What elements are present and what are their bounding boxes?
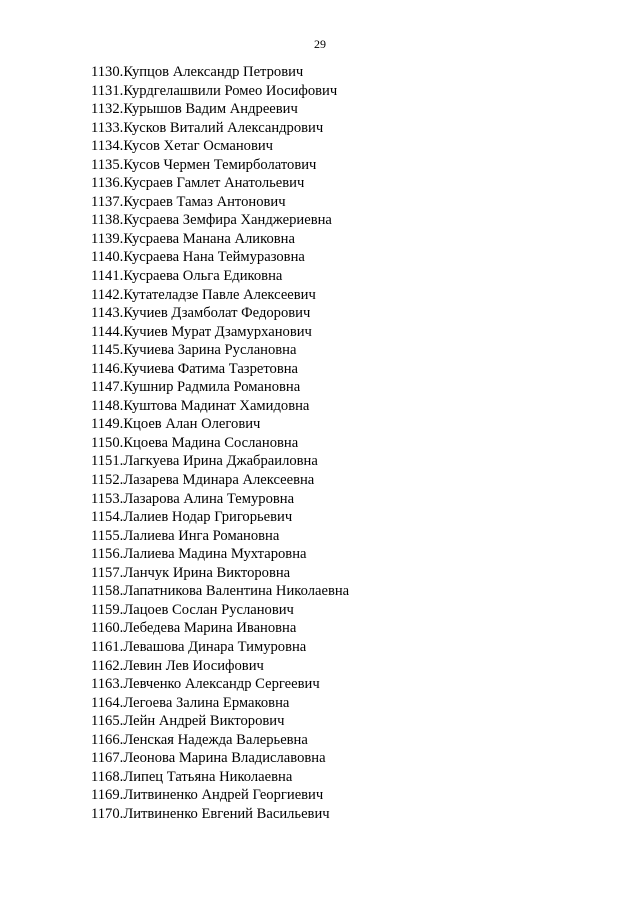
- list-item: [91, 119, 349, 138]
- list-item: [91, 248, 349, 267]
- entry-number: 1147 .: [91, 378, 123, 397]
- entry-name: Кусраев Тамаз Антонович: [123, 193, 286, 210]
- entry-number: 1145 .: [91, 341, 123, 360]
- entry-number: 1134 .: [91, 137, 123, 156]
- entry-number: 1137 .: [91, 193, 123, 212]
- list-item: [91, 768, 349, 787]
- entry-number: 1138 .: [91, 211, 123, 230]
- entry-number: 1156 .: [91, 545, 123, 564]
- list-item: [91, 731, 349, 750]
- entry-name: Куштова Мадинат Хамидовна: [123, 397, 310, 414]
- list-item: [91, 638, 349, 657]
- list-item: [91, 508, 349, 527]
- entry-name: Кучиева Зарина Руслановна: [123, 342, 297, 359]
- entry-name: Литвиненко Евгений Васильевич: [123, 805, 330, 822]
- page-number: 29: [314, 37, 326, 51]
- entry-name: Кушнир Радмила Романовна: [123, 379, 301, 396]
- list-item: [91, 397, 349, 416]
- list-item: [91, 267, 349, 286]
- list-item: [91, 304, 349, 323]
- entry-name: Ленская Надежда Валерьевна: [123, 731, 308, 748]
- list-item: [91, 323, 349, 342]
- entry-number: 1164 .: [91, 694, 123, 713]
- entry-number: 1163 .: [91, 675, 123, 694]
- entry-number: 1142 .: [91, 286, 123, 305]
- list-item: [91, 211, 349, 230]
- entry-number: 1151 .: [91, 452, 123, 471]
- entry-name: Кусраева Нана Теймуразовна: [123, 249, 305, 266]
- list-item: [91, 100, 349, 119]
- list-item: [91, 415, 349, 434]
- entry-name: Купцов Александр Петрович: [123, 64, 304, 80]
- entry-name: Литвиненко Андрей Георгиевич: [123, 787, 324, 804]
- entry-number: 1157 .: [91, 564, 123, 583]
- entry-number: 1153 .: [91, 490, 123, 509]
- entry-number: 1166 .: [91, 731, 123, 750]
- entry-name: Кусов Чермен Темирболатович: [123, 156, 317, 173]
- list-item: [91, 694, 349, 713]
- list-item: [91, 82, 349, 101]
- entry-name: Лапатникова Валентина Николаевна: [123, 583, 350, 600]
- entry-name: Кучиева Фатима Тазретовна: [123, 360, 299, 377]
- list-item: [91, 137, 349, 156]
- list-item: [91, 749, 349, 768]
- entry-number: 1160 .: [91, 619, 123, 638]
- name-list: [91, 63, 349, 823]
- list-item: [91, 786, 349, 805]
- entry-name: Кусраев Гамлет Анатольевич: [123, 175, 305, 192]
- list-item: [91, 341, 349, 360]
- entry-name: Левченко Александр Сергеевич: [123, 676, 320, 693]
- entry-name: Кутателадзе Павле Алексеевич: [123, 286, 316, 303]
- entry-name: Кусов Хетаг Османович: [123, 138, 274, 155]
- entry-name: Курдгелашвили Ромео Иосифович: [123, 82, 338, 99]
- entry-number: 1148 .: [91, 397, 123, 416]
- entry-number: 1168 .: [91, 768, 123, 787]
- list-item: [91, 63, 349, 82]
- list-item: [91, 174, 349, 193]
- entry-number: 1140 .: [91, 248, 123, 267]
- entry-name: Лазарова Алина Темуровна: [123, 490, 295, 507]
- list-item: [91, 564, 349, 583]
- list-item: [91, 582, 349, 601]
- list-item: [91, 657, 349, 676]
- entry-name: Лалиева Инга Романовна: [123, 527, 280, 544]
- entry-number: 1165 .: [91, 712, 123, 731]
- entry-number: 1169 .: [91, 786, 123, 805]
- entry-name: Кцоев Алан Олегович: [123, 416, 261, 433]
- entry-number: 1131 .: [91, 82, 123, 101]
- list-item: [91, 712, 349, 731]
- entry-number: 1139 .: [91, 230, 123, 249]
- entry-number: 1150 .: [91, 434, 123, 453]
- entry-number: 1135 .: [91, 156, 123, 175]
- entry-number: 1167 .: [91, 749, 123, 768]
- list-item: [91, 490, 349, 509]
- entry-number: 1161 .: [91, 638, 123, 657]
- entry-name: Лейн Андрей Викторович: [123, 713, 285, 730]
- list-item: [91, 601, 349, 620]
- entry-name: Ланчук Ирина Викторовна: [123, 564, 291, 581]
- list-item: [91, 378, 349, 397]
- entry-name: Кусраева Земфира Ханджериевна: [123, 212, 332, 229]
- entry-name: Лагкуева Ирина Джабраиловна: [123, 453, 318, 470]
- list-item: [91, 434, 349, 453]
- entry-number: 1146 .: [91, 360, 123, 379]
- entry-number: 1149 .: [91, 415, 123, 434]
- entry-number: 1144 .: [91, 323, 123, 342]
- entry-number: 1162 .: [91, 657, 123, 676]
- list-item: [91, 193, 349, 212]
- list-item: [91, 360, 349, 379]
- entry-number: 1136 .: [91, 174, 123, 193]
- entry-name: Лалиев Нодар Григорьевич: [123, 509, 293, 526]
- list-item: [91, 471, 349, 490]
- entry-number: 1130 .: [91, 63, 123, 82]
- entry-name: Лалиева Мадина Мухтаровна: [123, 546, 307, 563]
- entry-name: Кучиев Дзамболат Федорович: [123, 305, 311, 322]
- list-item: [91, 527, 349, 546]
- entry-number: 1154 .: [91, 508, 123, 527]
- entry-name: Легоева Залина Ермаковна: [123, 694, 290, 711]
- entry-name: Левашова Динара Тимуровна: [123, 638, 307, 655]
- entry-name: Левин Лев Иосифович: [123, 657, 264, 674]
- entry-name: Курышов Вадим Андреевич: [123, 101, 298, 118]
- entry-number: 1159 .: [91, 601, 123, 620]
- entry-number: 1152 .: [91, 471, 123, 490]
- entry-name: Кусраева Ольга Едиковна: [123, 268, 283, 285]
- list-item: [91, 545, 349, 564]
- list-item: [91, 619, 349, 638]
- list-item: [91, 805, 349, 824]
- entry-name: Леонова Марина Владиславовна: [123, 750, 326, 767]
- entry-name: Лацоев Сослан Русланович: [123, 601, 294, 618]
- list-item: [91, 230, 349, 249]
- entry-name: Кусков Виталий Александрович: [123, 119, 324, 136]
- entry-number: 1143 .: [91, 304, 123, 323]
- entry-number: 1132 .: [91, 100, 123, 119]
- entry-number: 1158 .: [91, 582, 123, 601]
- list-item: [91, 452, 349, 471]
- entry-name: Липец Татьяна Николаевна: [123, 768, 293, 785]
- entry-number: 1141 .: [91, 267, 123, 286]
- entry-name: Кучиев Мурат Дзамурханович: [123, 323, 312, 340]
- list-item: [91, 156, 349, 175]
- entry-name: Лебедева Марина Ивановна: [123, 620, 297, 637]
- entry-number: 1170 .: [91, 805, 123, 824]
- entry-name: Лазарева Мдинара Алексеевна: [123, 472, 315, 489]
- entry-name: Кцоева Мадина Сослановна: [123, 434, 299, 451]
- entry-number: 1155 .: [91, 527, 123, 546]
- list-item: [91, 675, 349, 694]
- entry-number: 1133 .: [91, 119, 123, 138]
- entry-name: Кусраева Манана Аликовна: [123, 230, 295, 247]
- list-item: [91, 286, 349, 305]
